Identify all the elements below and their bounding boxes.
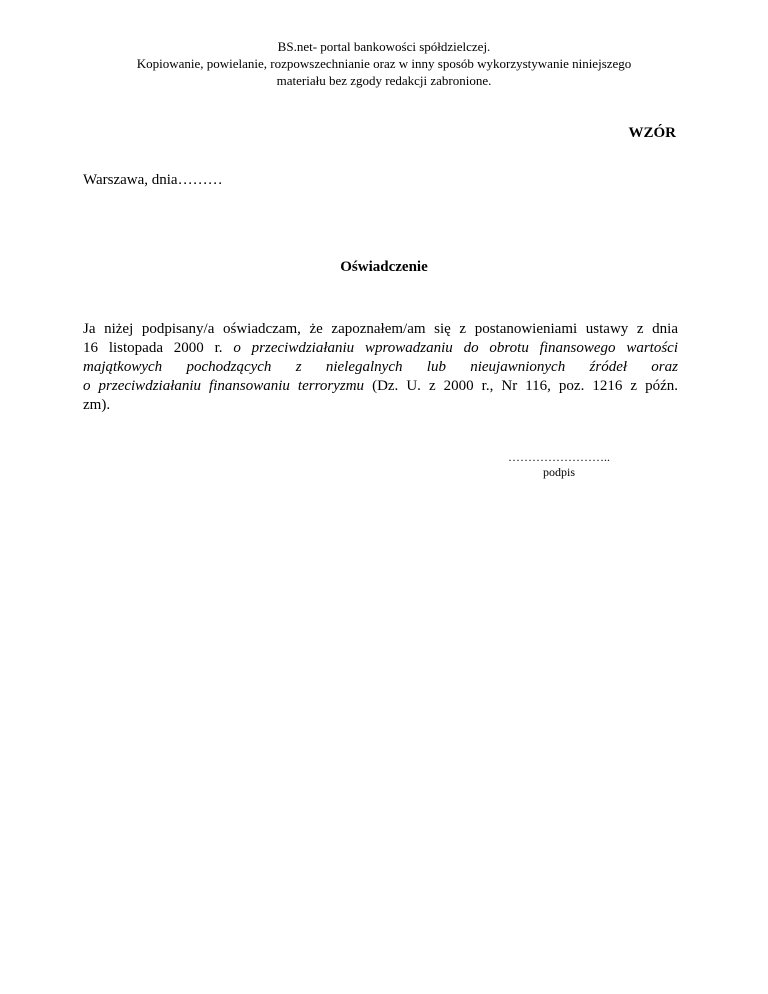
place-and-date: Warszawa, dnia……… xyxy=(83,172,223,188)
declaration-line-2 xyxy=(83,339,678,358)
declaration-line-5 xyxy=(83,396,678,415)
declaration-text-segment: Ja niżej podpisany/a oświadczam, że zapoznałem/am się z postanowieniami ustawy z dnia xyxy=(83,321,678,337)
document-header xyxy=(0,38,768,89)
header-line-2: Kopiowanie, powielanie, rozpowszechnianie oraz w inny sposób wykorzystywanie niniejszego xyxy=(136,56,632,71)
header-line-3: materiału bez zgody redakcji zabronione. xyxy=(276,73,492,88)
header-line-1: BS.net- portal bankowości spółdzielczej. xyxy=(277,39,491,54)
declaration-line-4 xyxy=(83,377,678,396)
declaration-line-3 xyxy=(83,358,678,377)
statute-title-segment: o przeciwdziałaniu wprowadzaniu do obrotu finansowego wartości xyxy=(233,340,678,356)
declaration-text-segment: zm). xyxy=(83,397,111,413)
declaration-text-segment: (Dz. U. z 2000 r., Nr 116, poz. 1216 z późn. xyxy=(364,378,678,394)
signature-label: podpis xyxy=(542,465,575,479)
document-title: Oświadczenie xyxy=(340,259,428,275)
statute-title-segment: o przeciwdziałaniu finansowaniu terroryzmu xyxy=(83,378,365,394)
declaration-text xyxy=(83,320,678,415)
declaration-line-1 xyxy=(83,320,678,339)
signature-line: …………………….. xyxy=(508,450,610,464)
signature-block xyxy=(494,450,624,480)
template-label: WZÓR xyxy=(628,125,676,141)
declaration-text-segment: 16 listopada 2000 r. xyxy=(83,340,234,356)
statute-title-segment: majątkowych pochodzących z nielegalnych lub nieujawnionych źródeł oraz xyxy=(83,359,678,375)
